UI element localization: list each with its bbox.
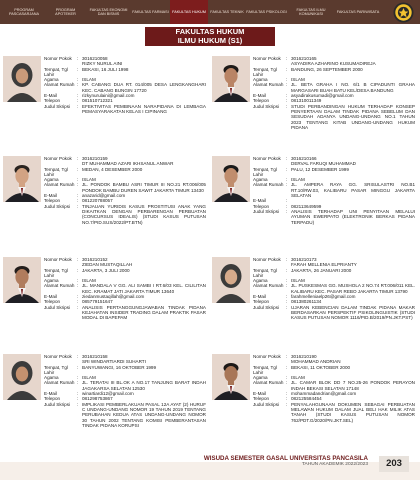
field-value: ANALISIS PERTANGGUNGJAWABAN TINDAK PIDANA KEJAHATAN INSIDER TRADING DALAM PRAKTIK PASAR MODAL DI BAPEPAM	[82, 304, 206, 321]
graduate-info	[253, 156, 415, 225]
tab-fakultas-psikologi[interactable]: FAKULTAS PSIKOLOGI	[246, 9, 287, 14]
field-label: Telepon	[44, 198, 61, 204]
field-value: IMPLIKASI PEMBERLAKUAN PASAL 12A AYAT (2) HURUF C UNDANG-UNDANG NOMOR 19 TAHUN 2019 TENTANG PERUBAHAN KEDUA ATAS UNDANG-UNDANG NOMOR 30 TAHUN 2002 TENTANG KOMISI PEMBERANTASAN TINDAK PIDANA KORUPSI	[82, 401, 206, 428]
tab-fakultas-ilmu-komunikasi[interactable]: FAKULTAS ILMU KOMUNIKASI	[296, 7, 326, 16]
field-label: Telepon	[253, 98, 270, 104]
field-value: KP. CABANG DUA RT. 014/005 DESA LENGKANGHARI KEC. CABANG BUNGIN 17720	[82, 82, 206, 93]
field-separator: :	[77, 182, 79, 188]
field-label: Judul Skripsi	[44, 203, 71, 209]
field-separator: :	[77, 375, 79, 381]
field-label: Judul Skripsi	[253, 401, 280, 407]
field-judul-skripsi	[44, 104, 206, 115]
field-tempat-tgl-lahir	[44, 365, 206, 376]
field-separator: :	[77, 198, 79, 204]
tab-fakultas-hukum[interactable]: FAKULTAS HUKUM	[170, 0, 208, 24]
field-label: Tempat, Tgl Lahir	[253, 166, 277, 177]
field-tempat-tgl-lahir	[44, 167, 206, 178]
field-alamat-rumah	[44, 182, 206, 193]
field-value: 3016210058	[82, 56, 108, 61]
graduate-name: ZIEDAN MUSTAQILLAH	[82, 262, 133, 268]
field-separator: :	[286, 267, 288, 273]
field-value: asyadirakusumadi@gmail.com	[291, 93, 354, 99]
field-tempat-tgl-lahir	[44, 268, 206, 279]
field-value: ISLAM	[291, 375, 305, 381]
field-judul-skripsi	[253, 402, 415, 423]
field-separator: :	[77, 66, 79, 72]
graduate-photo	[3, 156, 41, 202]
field-label: Alamat Rumah	[253, 82, 284, 88]
field-separator: :	[77, 354, 79, 359]
field-separator: :	[286, 294, 288, 300]
field-separator: :	[77, 391, 79, 397]
field-separator: :	[286, 401, 288, 407]
field-label: Nomor Pokok	[253, 156, 281, 161]
field-value: ISLAM	[82, 177, 96, 183]
field-separator: :	[286, 198, 288, 204]
field-label: E-Mail	[253, 294, 267, 300]
field-label: Judul Skripsi	[253, 208, 280, 214]
field-separator: :	[286, 56, 288, 61]
field-label: Tempat, Tgl Lahir	[44, 166, 68, 177]
field-separator: :	[286, 182, 288, 188]
field-separator: :	[286, 203, 288, 209]
field-label: Alamat Rumah	[44, 182, 75, 188]
field-alamat-rumah	[253, 182, 415, 198]
field-separator: :	[77, 166, 79, 172]
field-value: 3016210165	[291, 56, 317, 61]
field-label: E-Mail	[44, 93, 58, 99]
field-alamat-rumah	[253, 82, 415, 93]
field-separator: :	[77, 396, 79, 402]
field-separator: :	[77, 93, 79, 99]
tab-program-apoteker[interactable]: PROGRAM APOTEKER	[55, 7, 76, 16]
field-value: PENYALAHGUNAAN DOKUMEN SEBAGAI PERBUATAN MELAWAN HUKUM DALAM JUAL BELI HAK MILIK ATAS TANAH (STUDI KASUS PUTUSAN NOMOR 762/PDT.G/2020/PN.JKT.SEL)	[291, 401, 415, 423]
field-separator: :	[77, 294, 79, 300]
field-label: Alamat Rumah	[253, 380, 284, 386]
field-value: UJARAN KEBENCIAN DALAM TINDAK PIDANA MAKAR BERDASARKAN PERSPEKTIF PSIKOLINGUISTIK (STUDI KASUS PUTUSAN NOMOR 1116/PID.B/2019/PN.JKT.PST)	[291, 304, 415, 321]
field-separator: :	[77, 364, 79, 370]
field-label: E-Mail	[44, 193, 58, 199]
field-tempat-tgl-lahir	[253, 67, 415, 78]
field-value: JAKARTA, 26 JANUARI 2000	[291, 267, 352, 273]
faculty-nav-bar	[0, 0, 420, 24]
field-label: Telepon	[253, 299, 270, 305]
graduate-photo	[212, 354, 250, 400]
field-separator: :	[77, 177, 79, 183]
field-separator: :	[77, 283, 79, 289]
field-judul-skripsi	[253, 104, 415, 130]
field-value: ISLAM	[82, 375, 96, 381]
field-value: EFEKTIVITAS PEMBINAAN NARAPIDANA DI LEMBAGA PEMASYARAKATAN KELAS I CIPINANG	[82, 103, 206, 114]
field-alamat-rumah	[253, 283, 415, 294]
field-label: Tempat, Tgl Lahir	[44, 364, 68, 375]
faculty-title: FAKULTAS HUKUM	[175, 27, 245, 36]
field-judul-skripsi	[44, 402, 206, 428]
field-separator: :	[77, 267, 79, 273]
field-separator: :	[77, 203, 79, 209]
field-label: Judul Skripsi	[44, 304, 71, 310]
tab-fakultas-pariwisata[interactable]: FAKULTAS PARIWISATA	[336, 9, 380, 14]
field-separator: :	[77, 401, 79, 407]
field-value: 081510712321	[82, 98, 113, 104]
field-value: ISLAM	[82, 278, 96, 284]
field-value: 081220788057	[82, 198, 113, 204]
field-judul-skripsi	[253, 209, 415, 225]
footer-subtitle: TAHUN AKADEMIK 2022/2023	[301, 462, 368, 467]
field-value: 081310011349	[291, 98, 322, 104]
field-value: 3016210166	[291, 156, 317, 161]
graduate-photo	[3, 257, 41, 303]
field-separator: :	[286, 354, 288, 359]
field-label: Nomor Pokok	[253, 257, 281, 262]
field-label: Judul Skripsi	[44, 401, 71, 407]
field-label: Telepon	[253, 203, 270, 209]
field-separator: :	[286, 82, 288, 88]
field-separator: :	[77, 98, 79, 104]
field-separator: :	[77, 56, 79, 61]
graduate-info	[44, 257, 206, 321]
field-separator: :	[286, 166, 288, 172]
graduate-info	[44, 354, 206, 428]
field-label: Nomor Pokok	[44, 156, 72, 161]
field-separator: :	[77, 304, 79, 310]
field-separator: :	[77, 299, 79, 305]
field-value: JL. PUSKESMAS GG. MUSHOLA 2 NO.74 RT.006/011 KEL. KALIBARU KEC. PASAR REBO JAKARTA TIMUR 13790	[291, 283, 415, 294]
field-value: JL. PONDOK BAMBU ASRI TIMUR III NO.21 RT.006/005 PONDOK BAMBU DUREN SAWIT JAKARTA TIMUR 13430	[82, 182, 206, 193]
field-value: 3016210159	[82, 156, 108, 161]
graduate-info	[253, 354, 415, 423]
field-label: E-Mail	[44, 294, 58, 300]
field-label: E-Mail	[253, 391, 267, 397]
graduate-info	[253, 257, 415, 321]
field-label: Agama	[253, 375, 268, 381]
university-crest-icon	[393, 2, 414, 23]
field-label: Agama	[44, 77, 59, 83]
field-value: mohammadandrian@gmail.com	[291, 391, 357, 397]
field-value: 081380261134	[291, 299, 322, 305]
field-value: 085779151647	[82, 299, 113, 305]
field-value: BEKASI, 11 OKTOBER 2000	[291, 364, 351, 370]
field-separator: :	[286, 66, 288, 72]
field-separator: :	[286, 304, 288, 310]
field-label: Telepon	[253, 396, 270, 402]
field-label: Agama	[253, 177, 268, 183]
field-value: ISLAM	[291, 278, 305, 284]
field-separator: :	[286, 98, 288, 104]
field-label: Tempat, Tgl Lahir	[253, 267, 277, 278]
field-value: 082113649599	[291, 203, 322, 209]
field-value: JL. TERATAI III BL.OK A NO.17 TANJUNG BARAT INDAH JAGAKARSA SELATAN 12530	[82, 380, 206, 391]
field-label: Alamat Rumah	[253, 182, 284, 188]
graduate-name: MOHAMMAD ANDRIAN	[291, 359, 341, 365]
field-separator: :	[77, 103, 79, 109]
field-value: STUDI PERBANDINGAN HUKUM TERHADAP KONSEP PENYERTAAN DALAM TINDAK PIDANA SEBELUM DAN SESUDAH ADANYA UNDANG-UNDANG NO.1 TAHUN 2023 TENTANG KITAB UNDANG-UNDANG HUKUM PIDANA	[291, 103, 415, 130]
field-label: E-Mail	[44, 391, 58, 397]
field-tempat-tgl-lahir	[253, 365, 415, 376]
field-separator: :	[286, 177, 288, 183]
field-value: ISLAM	[291, 77, 305, 83]
field-separator: :	[77, 257, 79, 262]
field-label: Tempat, Tgl Lahir	[44, 267, 68, 278]
field-label: Agama	[253, 77, 268, 83]
field-label: Alamat Rumah	[44, 283, 75, 289]
field-separator: :	[286, 380, 288, 386]
field-separator: :	[77, 77, 79, 83]
field-value: JAKARTA, 3 JULI 2000	[82, 267, 130, 273]
field-label: Nomor Pokok	[253, 56, 281, 61]
field-label: Tempat, Tgl Lahir	[44, 66, 68, 77]
field-value: JL. BETA GRAHA I NO. 6/1 B CIPADUNTI GRAHA MARGASARI BUAH BATU KEL/DESA BANDUNG	[291, 82, 415, 93]
field-label: Alamat Rumah	[44, 380, 75, 386]
field-separator: :	[77, 278, 79, 284]
graduate-name: ASYADIRA AZHARINO KUSUMADIREJA	[291, 61, 376, 67]
field-label: Telepon	[44, 299, 61, 305]
field-label: E-Mail	[253, 93, 267, 99]
field-label: Judul Skripsi	[253, 304, 280, 310]
field-alamat-rumah	[44, 283, 206, 294]
field-tempat-tgl-lahir	[44, 67, 206, 78]
field-value: 3016210158	[82, 354, 108, 359]
field-value: 3016210152	[82, 257, 108, 262]
field-separator: :	[286, 103, 288, 109]
field-value: ANALISIS TERHADAP UNI PENYITAAN MELALUI AYUMAN EWERPATO (ELEKTRONIK BERKAS PIDANA TERPADU)	[291, 208, 415, 225]
field-label: Tempat, Tgl Lahir	[253, 364, 277, 375]
field-value: anazarid@gmail.com	[82, 193, 126, 199]
field-judul-skripsi	[44, 305, 206, 321]
field-value: BANYUWANGI, 16 OKTOBER 1999	[82, 364, 157, 370]
graduate-name: FARAH MELLENIA ELPRIANTY	[291, 262, 357, 268]
field-value: TINJAUAN YURIDIS KASUS PROSTITUSI ANAK YANG DIKAITKAN DENGAN PERBARENGAN PERBUATAN (CONCURSUS IDEALIS) (STUDI KASUS PUTUSAN NO.7/PID.SUS/2022/PT.BTN)	[82, 203, 206, 225]
field-value: ziedanmustaqillah@gmail.com	[82, 294, 145, 300]
field-separator: :	[286, 299, 288, 305]
field-tempat-tgl-lahir	[253, 268, 415, 279]
footer-title: WISUDA SEMESTER GASAL UNIVERSITAS PANCASILA	[203, 455, 368, 462]
field-separator: :	[286, 364, 288, 370]
field-separator: :	[286, 396, 288, 402]
field-label: Telepon	[44, 98, 61, 104]
field-value: JL. CAMAR BLOK DD 7 NO.25-26 PONDOK PERAYON INDAH BEKASI SELATAN 17148	[291, 380, 415, 391]
field-value: winartiardi12@gmail.com	[82, 391, 134, 397]
field-label: Agama	[253, 278, 268, 284]
field-label: Agama	[44, 375, 59, 381]
tab-fakultas-farmasi[interactable]: FAKULTAS FARMASI	[132, 9, 169, 14]
field-value: BEKASI, 16 JULI 1998	[82, 66, 129, 72]
field-separator: :	[77, 193, 79, 199]
field-value: ISLAM	[82, 77, 96, 83]
field-separator: :	[286, 391, 288, 397]
field-value: MEDAN, 4 DESEMBER 2000	[82, 166, 143, 172]
field-separator: :	[286, 375, 288, 381]
tab-fakultas-teknik[interactable]: FAKULTAS TEKNIK	[210, 9, 244, 14]
footer	[204, 455, 368, 468]
field-label: Nomor Pokok	[44, 257, 72, 262]
field-value: 081298753867	[82, 396, 113, 402]
graduate-photo	[3, 56, 41, 102]
field-separator: :	[77, 380, 79, 386]
field-label: Alamat Rumah	[253, 283, 284, 289]
field-label: Tempat, Tgl Lahir	[253, 66, 277, 77]
field-value: PALU, 12 DESEMBER 1999	[291, 166, 349, 172]
field-label: Nomor Pokok	[253, 354, 281, 359]
field-label: Agama	[44, 177, 59, 183]
graduate-photo	[212, 56, 250, 102]
field-label: E-Mail	[253, 198, 267, 204]
field-value: JL. AMPERA RAYA GG. SRISULASTRI NO.B1 RT.10/RW.03, KALIBARU PASAR MINGGU JAKARTA SELATAN	[291, 182, 415, 199]
field-value: ISLAM	[291, 177, 305, 183]
tab-fakultas-ekonomi-bisnis[interactable]: FAKULTAS EKONOMI DAN BISNIS	[89, 7, 128, 16]
graduate-name: DERVAL FARUQI MUHAMMAD	[291, 161, 356, 167]
field-value: rizkynurulaini@gmail.com	[82, 93, 135, 99]
tab-program-pascasarjana[interactable]: PROGRAM PASCASARJANA	[8, 7, 40, 16]
graduate-name: DT MUHAMMAD AZARI IKHSANUL ANWAR	[82, 161, 174, 167]
field-label: Agama	[44, 278, 59, 284]
graduate-photo	[212, 156, 250, 202]
field-separator: :	[286, 283, 288, 289]
field-label: Nomor Pokok	[44, 354, 72, 359]
field-separator: :	[286, 257, 288, 262]
field-separator: :	[286, 77, 288, 83]
page-title	[145, 27, 275, 46]
field-label: Telepon	[44, 396, 61, 402]
field-label: Nomor Pokok	[44, 56, 72, 61]
field-separator: :	[286, 93, 288, 99]
field-judul-skripsi	[253, 305, 415, 321]
graduate-info	[44, 156, 206, 225]
field-judul-skripsi	[44, 204, 206, 225]
graduate-name: RIZKY NURUL AINI	[82, 61, 123, 67]
field-label: Judul Skripsi	[253, 103, 280, 109]
field-separator: :	[77, 82, 79, 88]
graduate-info	[253, 56, 415, 130]
field-label: Judul Skripsi	[44, 103, 71, 109]
field-separator: :	[77, 156, 79, 161]
field-alamat-rumah	[44, 82, 206, 93]
field-separator: :	[286, 156, 288, 161]
field-value: farahmelleniaelp26@gmail.com	[291, 294, 356, 300]
field-alamat-rumah	[253, 380, 415, 391]
field-tempat-tgl-lahir	[253, 167, 415, 178]
field-value: 082125584454	[291, 396, 322, 402]
program-title: ILMU HUKUM (S1)	[177, 35, 243, 45]
field-separator: :	[286, 278, 288, 284]
page-number: 203	[379, 456, 409, 472]
field-alamat-rumah	[44, 380, 206, 391]
graduate-photo	[3, 354, 41, 400]
field-value: 3016210190	[291, 354, 317, 359]
field-label: Alamat Rumah	[44, 82, 75, 88]
graduate-info	[44, 56, 206, 114]
field-value: JL. MANDALA V GG. ALI SAMBI I RT.6/03 KEL. CILILITAN KEC. KRAMAT JATI JAKARTA TIMUR 13640	[82, 283, 206, 294]
graduate-photo	[212, 257, 250, 303]
graduate-name: SRI WINDARTIARDI SUHARTI	[82, 359, 146, 365]
field-value: BANDUNG, 26 SEPTEMBER 2000	[291, 66, 363, 72]
field-separator: :	[286, 208, 288, 214]
field-value: 3016210173	[291, 257, 317, 262]
